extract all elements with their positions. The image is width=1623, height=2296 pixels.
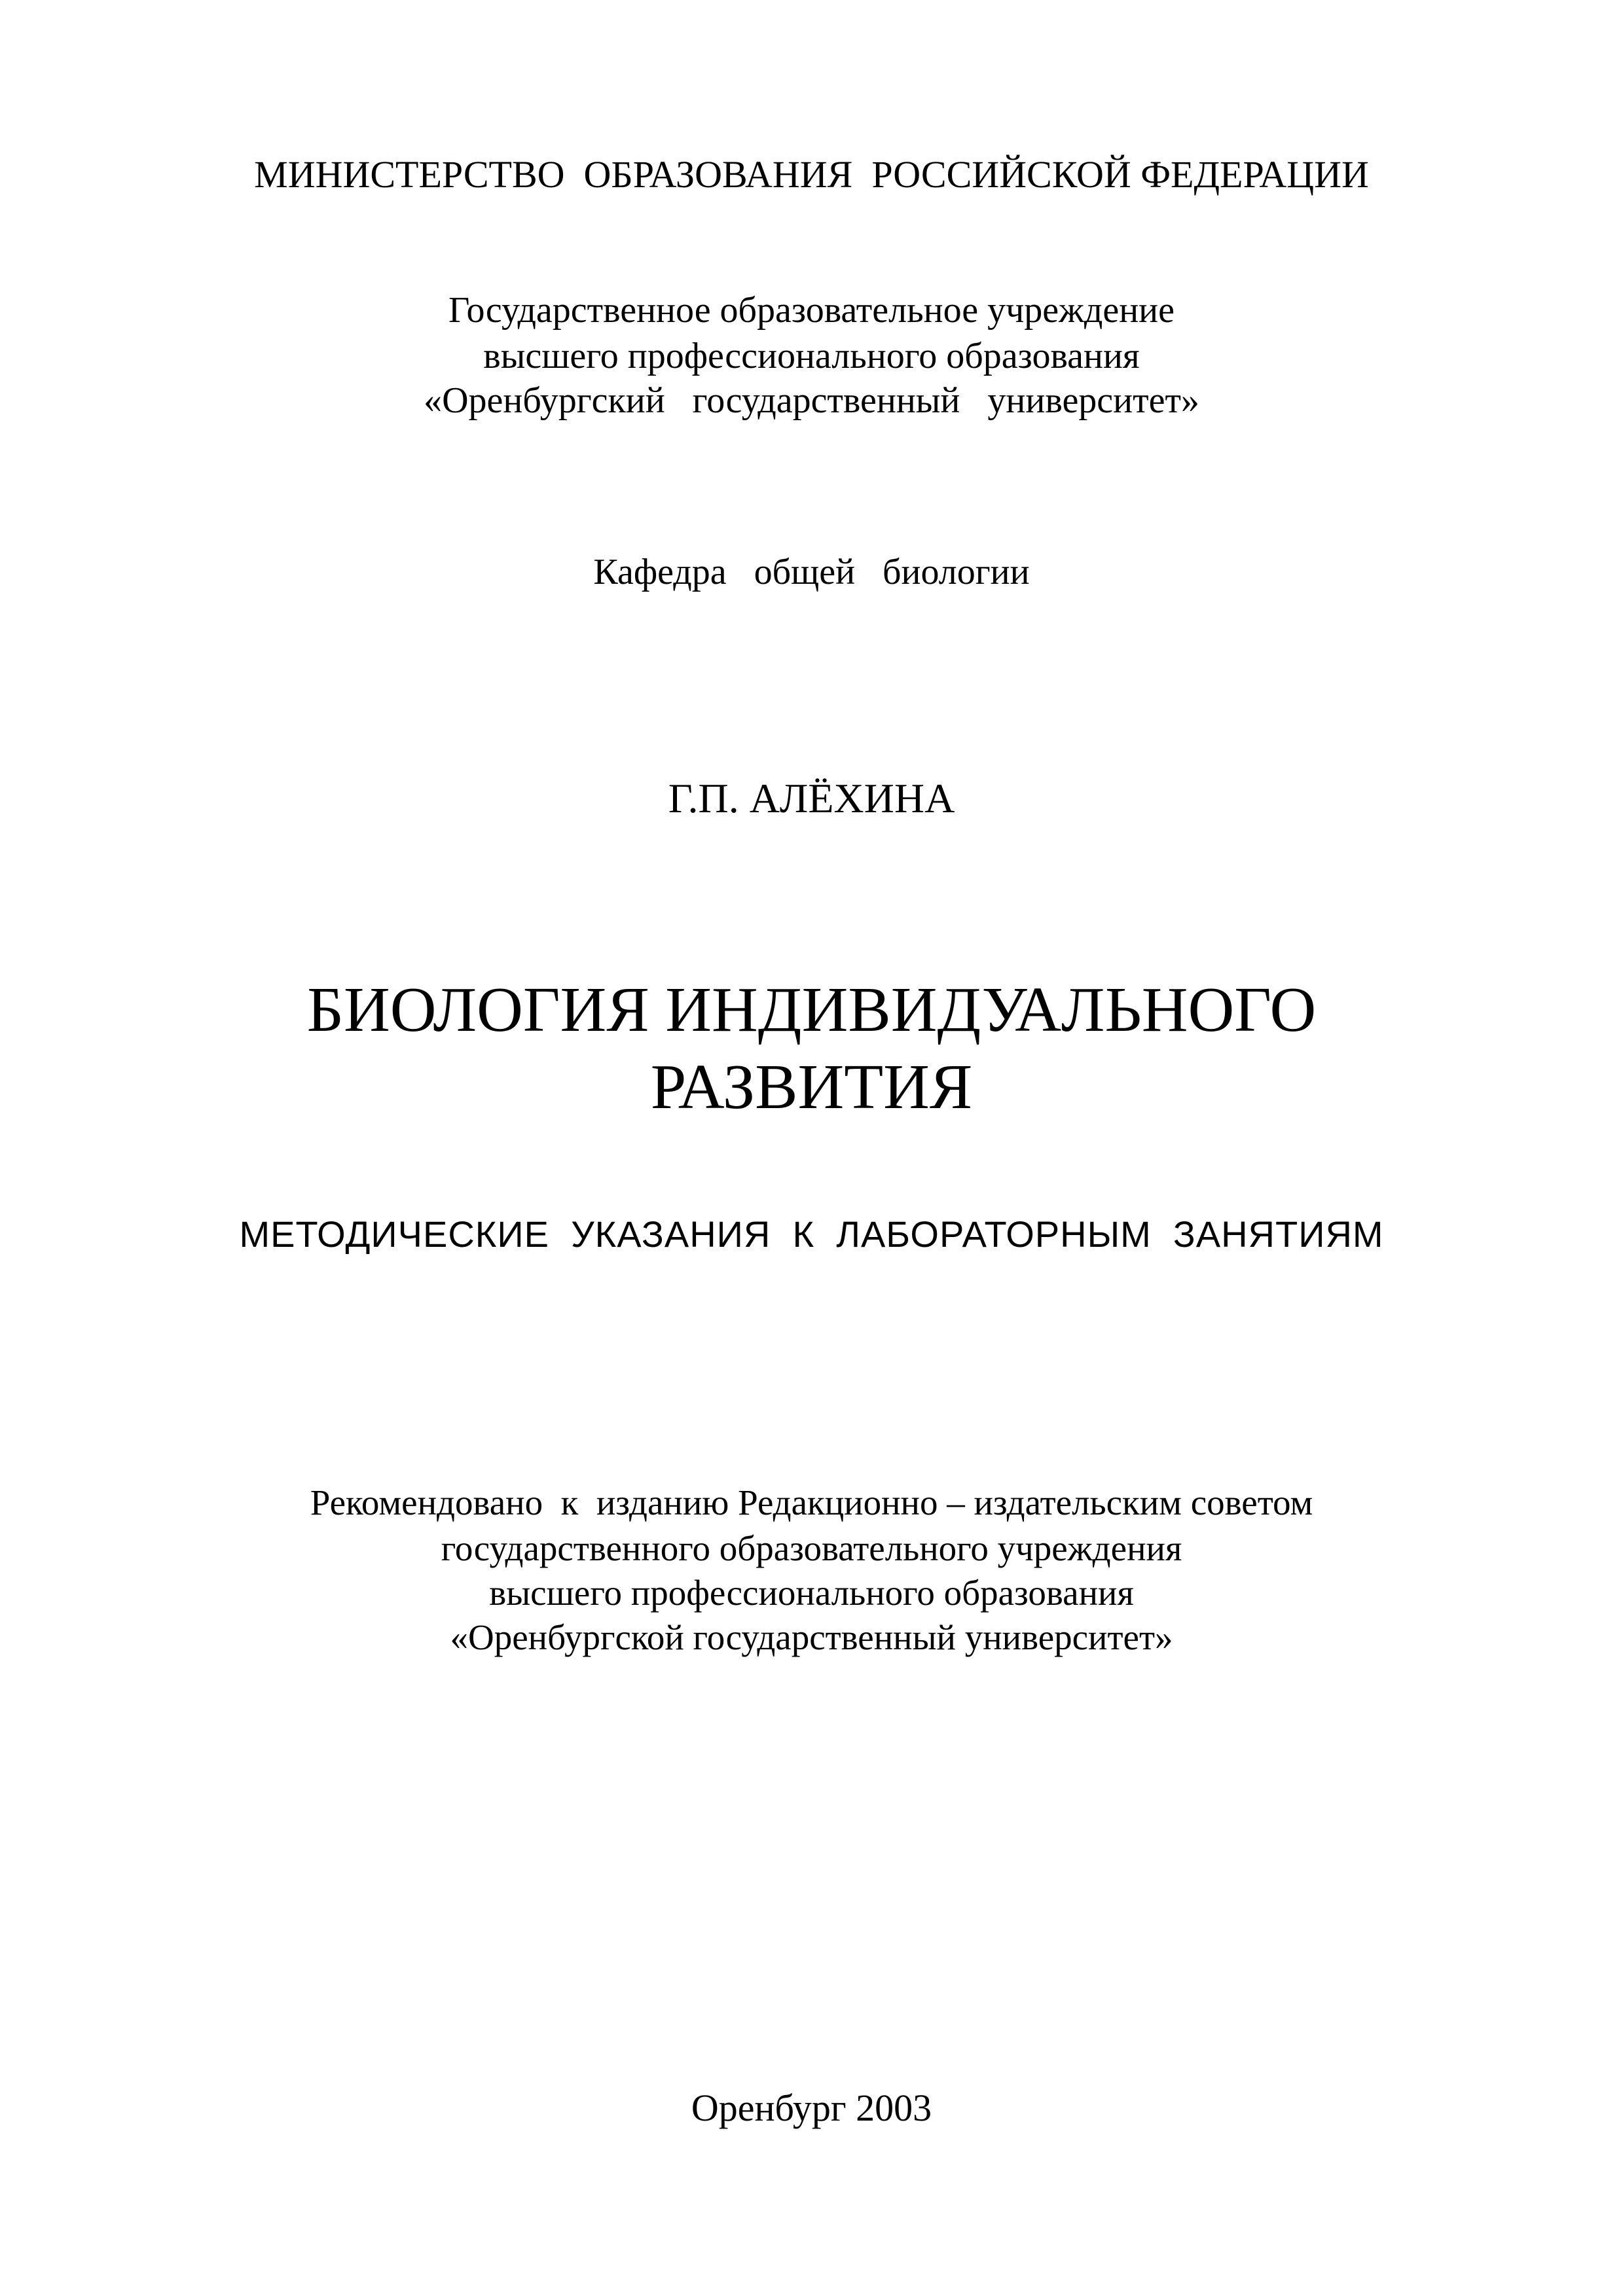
institution-line: Государственное образовательное учреждение: [448, 290, 1175, 331]
ministry-name: МИНИСТЕРСТВО ОБРАЗОВАНИЯ РОССИЙСКОЙ ФЕДЕРАЦИИ: [254, 153, 1369, 196]
recommendation-line: государственного образовательного учреждения: [441, 1528, 1182, 1568]
city-year: Оренбург 2003: [691, 2087, 932, 2129]
book-subtitle: МЕТОДИЧЕСКИЕ УКАЗАНИЯ К ЛАБОРАТОРНЫМ ЗАНЯТИЯМ: [239, 1213, 1384, 1255]
institution-line: «Оренбургский государственный университет»: [424, 380, 1199, 421]
recommendation-line: Рекомендовано к изданию Редакционно – издательским советом: [310, 1482, 1313, 1522]
book-title-line: БИОЛОГИЯ ИНДИВИДУАЛЬНОГО: [306, 975, 1317, 1045]
book-title-line: РАЗВИТИЯ: [650, 1052, 973, 1122]
department-name: Кафедра общей биологии: [593, 552, 1030, 592]
institution-line: высшего профессионального образования: [483, 336, 1140, 376]
recommendation-line: «Оренбургской государственный университет»: [450, 1617, 1173, 1657]
recommendation-line: высшего профессионального образования: [489, 1573, 1134, 1613]
author-name: Г.П. АЛЁХИНА: [668, 775, 955, 821]
